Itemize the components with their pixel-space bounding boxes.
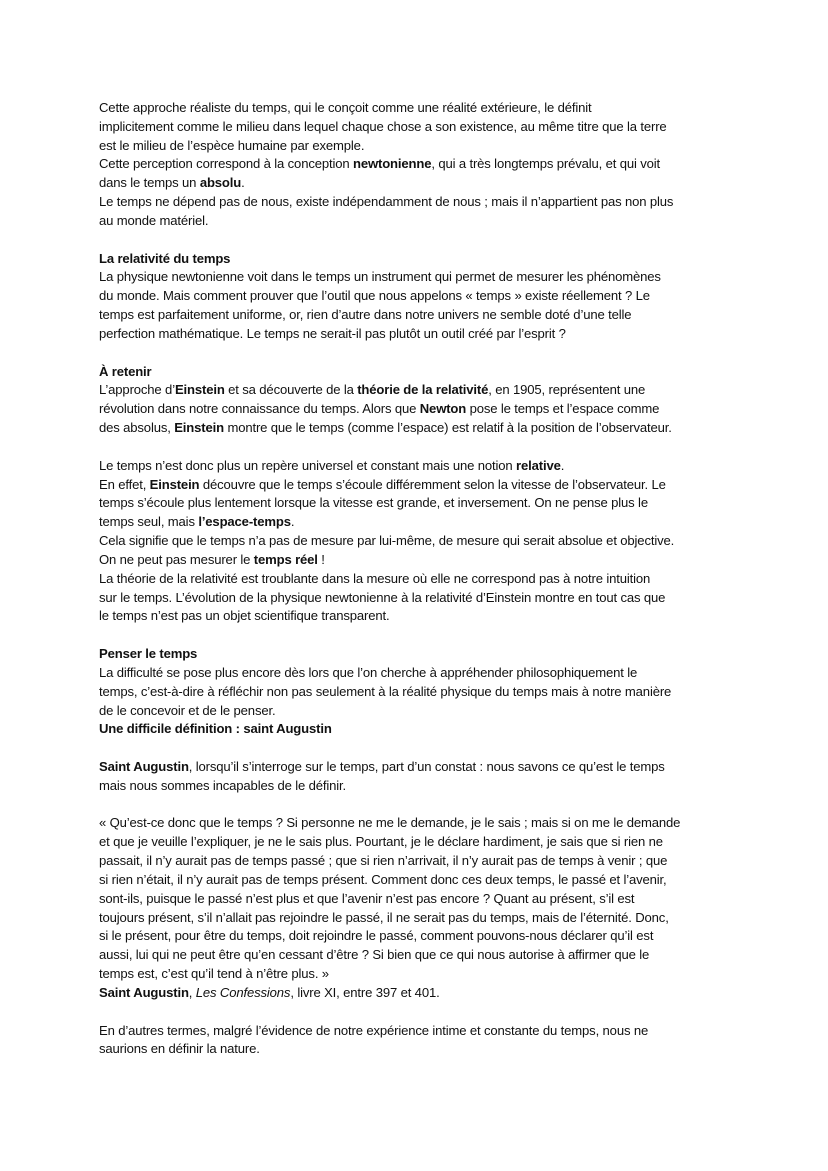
text-line	[99, 212, 759, 231]
text-run: dans le temps un	[99, 175, 200, 191]
text-run: implicitement comme le milieu dans lequel chaque chose a son existence, au même titre que la terre	[99, 118, 667, 134]
text-run: temps est, c’est qu’il tend à n’être plus. »	[99, 966, 329, 982]
text-run: du monde. Mais comment prouver que l’outil que nous appelons « temps » existe réellement ? Le	[99, 288, 650, 304]
bold-text: Saint Augustin	[99, 758, 189, 774]
bold-text: Une difficile définition : saint Augustin	[99, 721, 332, 737]
text-run: On ne peut pas mesurer le	[99, 551, 254, 567]
text-line	[99, 777, 759, 796]
text-run: .	[241, 175, 245, 191]
text-run: pose le temps et l’espace comme	[466, 401, 660, 417]
text-line	[99, 702, 759, 721]
text-run: .	[290, 514, 295, 530]
text-run: .	[560, 457, 565, 473]
bold-text: temps réel	[253, 551, 318, 567]
text-run: et que je veuille l’expliquer, je ne le sais plus. Pourtant, je le déclare hardiment, je sais que si rien ne	[99, 834, 663, 850]
text-run: est le milieu de l’espèce humaine par exemple.	[99, 137, 365, 153]
text-line	[99, 551, 759, 570]
text-line	[99, 99, 759, 118]
text-line	[99, 909, 759, 928]
blank-line	[99, 626, 759, 645]
text-line	[99, 833, 759, 852]
text-run: , livre XI, entre 397 et 401.	[290, 984, 440, 1000]
text-line	[99, 607, 759, 626]
text-line	[99, 570, 759, 589]
bold-text: Einstein	[149, 476, 200, 492]
bold-text: Einstein	[174, 420, 224, 436]
text-line	[99, 984, 759, 1003]
text-line	[99, 476, 759, 495]
text-line	[99, 457, 759, 476]
text-run: temps s’écoule plus lentement lorsque la vitesse est grande, et inversement. On ne pense plus le	[99, 495, 648, 511]
bold-text: Newton	[419, 401, 467, 417]
text-line	[99, 1040, 759, 1059]
text-run: Le temps n’est donc plus un repère universel et constant mais une notion	[99, 457, 517, 473]
text-run: , qui a très longtemps prévalu, et qui voit	[431, 156, 660, 172]
text-run: ,	[188, 984, 196, 1000]
text-run: La physique newtonienne voit dans le temps un instrument qui permet de mesurer les phénomènes	[99, 269, 661, 285]
text-run: Le temps ne dépend pas de nous, existe indépendamment de nous ; mais il n’appartient pas non plus	[99, 194, 674, 210]
text-line	[99, 946, 759, 965]
text-line	[99, 871, 759, 890]
text-line	[99, 306, 759, 325]
text-line	[99, 494, 759, 513]
text-line	[99, 683, 759, 702]
text-run: de le concevoir et de le penser.	[99, 702, 276, 718]
blank-line	[99, 796, 759, 815]
text-run: toujours présent, s’il n’allait pas rejoindre le passé, il ne serait pas du temps, mais de l’éternité. Donc,	[99, 909, 669, 925]
text-run: saurions en définir la nature.	[99, 1041, 260, 1057]
text-line	[99, 174, 759, 193]
text-run: sont-ils, puisque le passé n’est plus et que l’avenir n’est pas encore ? Quant au présent, s’il est	[99, 890, 635, 906]
document-body	[99, 99, 759, 1059]
text-line	[99, 268, 759, 287]
blank-line	[99, 344, 759, 363]
text-line	[99, 250, 759, 269]
bold-text: À retenir	[99, 363, 152, 379]
text-run: montre que le temps (comme l’espace) est relatif à la position de l’observateur.	[223, 420, 672, 436]
text-run: sur le temps. L’évolution de la physique newtonienne à la relativité d’Einstein montre en tout cas que	[99, 589, 666, 605]
text-run: temps seul, mais	[99, 514, 199, 530]
blank-line	[99, 1003, 759, 1022]
text-line	[99, 814, 759, 833]
text-run: temps, c’est-à-dire à réfléchir non pas seulement à la réalité physique du temps mais à notre manière	[99, 683, 672, 699]
text-run: révolution dans notre connaissance du temps. Alors que	[99, 401, 420, 417]
bold-text: absolu	[199, 175, 242, 191]
bold-text: La relativité du temps	[99, 250, 231, 266]
text-line	[99, 363, 759, 382]
bold-text: Penser le temps	[99, 646, 198, 662]
text-line	[99, 419, 759, 438]
text-run: , en 1905, représentent une	[488, 382, 646, 398]
text-line	[99, 325, 759, 344]
text-run: Cette perception correspond à la conception	[99, 156, 353, 172]
text-run: « Qu’est-ce donc que le temps ? Si personne ne me le demande, je le sais ; mais si on me le demande	[99, 815, 681, 831]
bold-text: l’espace-temps	[198, 514, 291, 530]
text-line	[99, 927, 759, 946]
text-run: découvre que le temps s’écoule différemment selon la vitesse de l’observateur. Le	[199, 476, 666, 492]
bold-text: Einstein	[174, 382, 225, 398]
bold-text: newtonienne	[352, 156, 432, 172]
text-line	[99, 381, 759, 400]
text-line	[99, 589, 759, 608]
text-line	[99, 965, 759, 984]
text-line	[99, 155, 759, 174]
text-run: En effet,	[99, 476, 150, 492]
italic-text: Les Confessions	[195, 984, 291, 1000]
text-line	[99, 287, 759, 306]
text-line	[99, 137, 759, 156]
bold-text: Saint Augustin	[99, 984, 189, 1000]
bold-text: théorie de la relativité	[357, 382, 489, 398]
text-line	[99, 513, 759, 532]
text-run: L’approche d’	[99, 382, 175, 398]
text-line	[99, 193, 759, 212]
text-run: , lorsqu’il s’interroge sur le temps, part d’un constat : nous savons ce qu’est le temps	[188, 758, 665, 774]
text-line	[99, 118, 759, 137]
text-run: Cette approche réaliste du temps, qui le conçoit comme une réalité extérieure, le définit	[99, 100, 592, 115]
text-run: La difficulté se pose plus encore dès lors que l’on cherche à appréhender philosophiquement le	[99, 664, 638, 680]
text-run: !	[317, 551, 325, 567]
text-run: passait, il n’y aurait pas de temps passé ; que si rien n’arrivait, il n’y aurait pas de temps à venir ; que	[99, 853, 668, 869]
text-run: mais nous sommes incapables de le définir.	[99, 777, 346, 793]
blank-line	[99, 739, 759, 758]
text-run: En d’autres termes, malgré l’évidence de notre expérience intime et constante du temps, nous ne	[99, 1022, 649, 1038]
blank-line	[99, 231, 759, 250]
text-run: aussi, lui qui ne peut être qu’en cessant d’être ? Si bien que ce qui nous autorise à affirmer que le	[99, 947, 650, 963]
text-run: le temps n’est pas un objet scientifique transparent.	[99, 608, 390, 624]
text-line	[99, 532, 759, 551]
text-run: des absolus,	[99, 420, 175, 436]
text-line	[99, 852, 759, 871]
text-run: et sa découverte de la	[224, 382, 358, 398]
text-line	[99, 400, 759, 419]
text-run: perfection mathématique. Le temps ne serait-il pas plutôt un outil créé par l’esprit ?	[99, 325, 566, 341]
text-line	[99, 758, 759, 777]
text-line	[99, 890, 759, 909]
text-run: au monde matériel.	[99, 212, 209, 228]
text-line	[99, 1022, 759, 1041]
text-line	[99, 720, 759, 739]
text-run: temps est parfaitement uniforme, or, rien d’autre dans notre univers ne semble doté d’une telle	[99, 307, 632, 323]
blank-line	[99, 438, 759, 457]
text-line	[99, 645, 759, 664]
text-run: si le présent, pour être du temps, doit rejoindre le passé, comment pouvons-nous déclarer qu’il est	[99, 928, 654, 944]
text-line	[99, 664, 759, 683]
text-run: si rien n’était, il n’y aurait pas de temps présent. Comment donc ces deux temps, le passé et l’avenir,	[99, 871, 667, 887]
text-run: La théorie de la relativité est troublante dans la mesure où elle ne correspond pas à notre intuition	[99, 570, 651, 586]
bold-text: relative	[516, 457, 561, 473]
text-run: Cela signifie que le temps n’a pas de mesure par lui-même, de mesure qui serait absolue et objective.	[99, 533, 675, 549]
